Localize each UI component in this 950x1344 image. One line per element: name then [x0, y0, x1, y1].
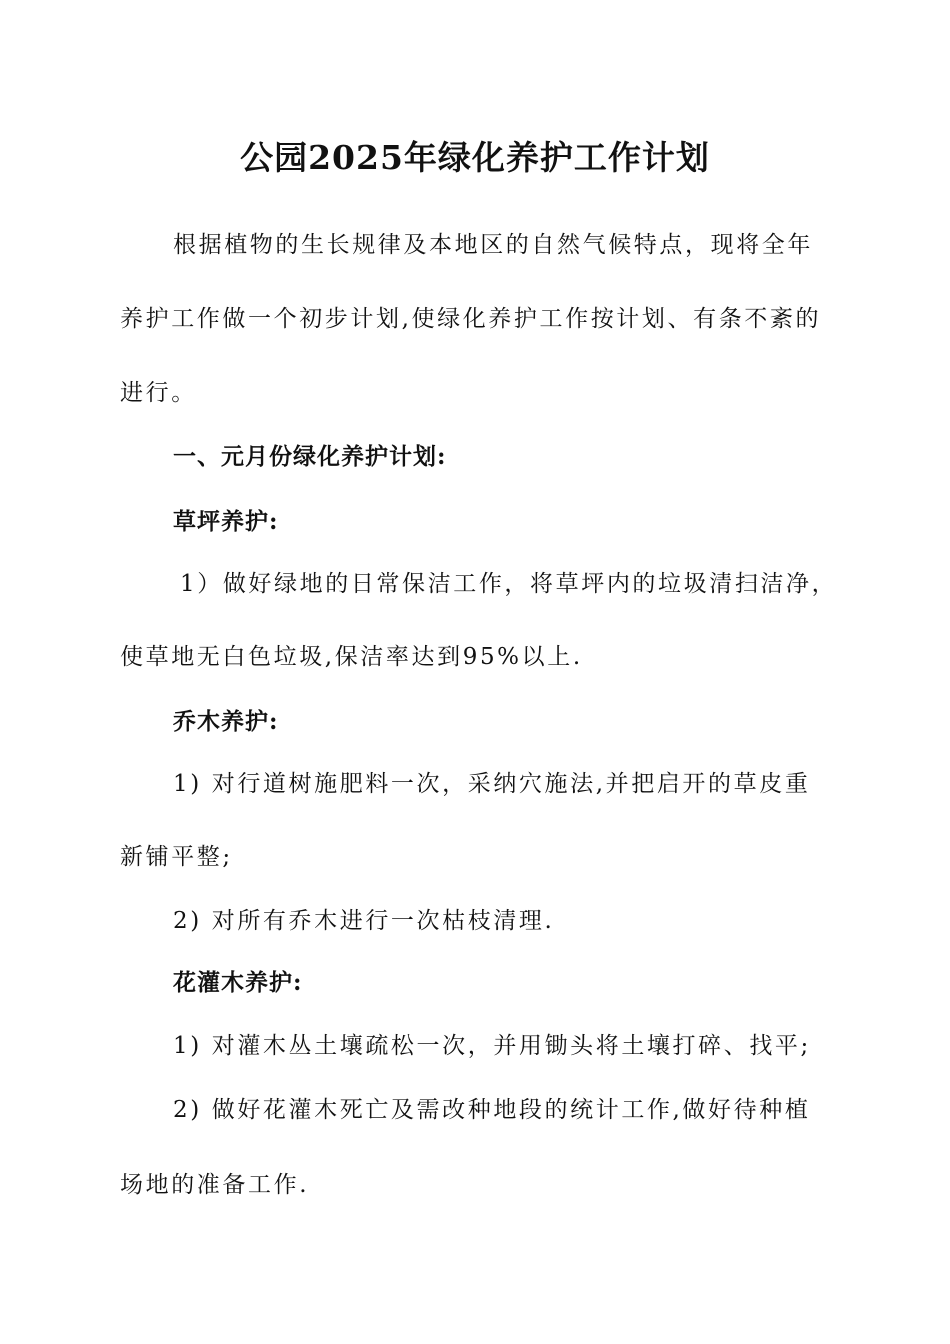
trees-item-1-line-1: 1) 对行道树施肥料一次，采纳穴施法,并把启开的草皮重	[173, 771, 811, 797]
shrubs-heading: 花灌木养护:	[173, 969, 303, 996]
intro-line-2: 养护工作做一个初步计划,使绿化养护工作按计划、有条不紊的	[120, 306, 822, 332]
shrubs-item-1: 1) 对灌木丛土壤疏松一次，并用锄头将土壤打碎、找平;	[173, 1033, 811, 1059]
intro-line-1: 根据植物的生长规律及本地区的自然气候特点，现将全年	[173, 232, 813, 258]
section-heading: 一、元月份绿化养护计划:	[173, 443, 447, 470]
document-title: 公园2025年绿化养护工作计划	[240, 138, 710, 177]
trees-heading: 乔木养护:	[173, 708, 279, 735]
shrubs-item-2-line-1: 2) 做好花灌木死亡及需改种地段的统计工作,做好待种植	[173, 1097, 811, 1123]
trees-item-1-line-2: 新铺平整;	[120, 844, 233, 870]
intro-line-3: 进行。	[120, 380, 197, 406]
lawn-item-1-line-2: 使草地无白色垃圾,保洁率达到95%以上.	[120, 644, 583, 670]
lawn-item-1-line-1: 1）做好绿地的日常保洁工作，将草坪内的垃圾清扫洁净，	[180, 571, 838, 597]
lawn-heading: 草坪养护:	[173, 508, 279, 535]
trees-item-2: 2) 对所有乔木进行一次枯枝清理.	[173, 908, 555, 934]
shrubs-item-2-line-2: 场地的准备工作.	[120, 1172, 310, 1198]
